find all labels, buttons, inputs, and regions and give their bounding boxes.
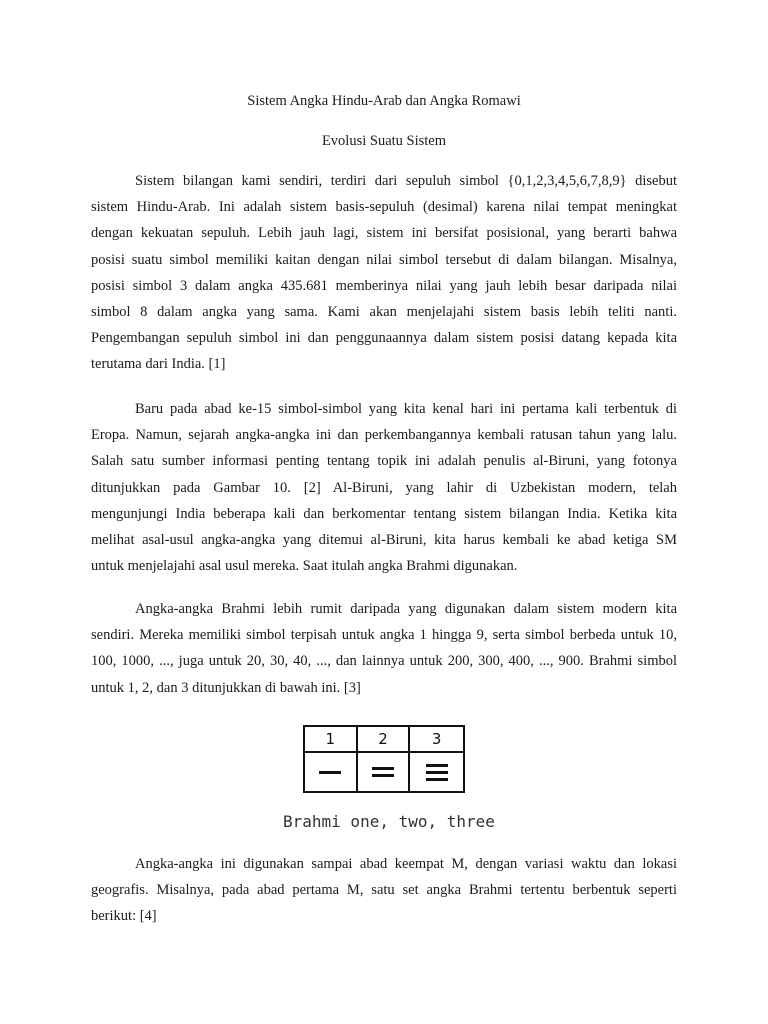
- paragraph-line: mengunjungi India beberapa kali dan berkomentar tentang sistem bilangan India. Ketika kita: [91, 505, 677, 522]
- brahmi-three-symbol: [426, 764, 448, 781]
- brahmi-three-cell: [410, 753, 463, 791]
- paragraph-line: Pengembangan sepuluh simbol ini dan penggunaannya dalam sistem posisi datang kepada kita: [91, 330, 677, 347]
- brahmi-stroke: [319, 771, 341, 774]
- brahmi-stroke: [372, 774, 394, 777]
- brahmi-stroke: [426, 771, 448, 774]
- paragraph-line: untuk menjelajahi asal usul mereka. Saat itulah angka Brahmi digunakan.: [91, 558, 518, 575]
- paragraph-line: Salah satu sumber informasi penting tentang topik ini adalah penulis al-Biruni, yang fotonya: [91, 453, 677, 470]
- table-header-cell: 2: [358, 727, 411, 753]
- paragraph-4: [91, 851, 677, 930]
- brahmi-stroke: [372, 767, 394, 770]
- paragraph-line: geografis. Misalnya, pada abad pertama M, satu set angka Brahmi tertentu berbentuk seperti: [91, 882, 677, 899]
- paragraph-line: terutama dari India. [1]: [91, 356, 226, 373]
- paragraph-line: sendiri. Mereka memiliki simbol terpisah untuk angka 1 hingga 9, serta simbol berbeda untuk 10,: [91, 627, 677, 644]
- paragraph-line: ditunjukkan pada Gambar 10. [2] Al-Biruni, yang lahir di Uzbekistan modern, telah: [91, 479, 677, 496]
- brahmi-stroke: [426, 764, 448, 767]
- paragraph-line: berikut: [4]: [91, 908, 157, 925]
- paragraph-line: melihat asal-usul angka-angka yang ditemui al-Biruni, kita harus kembali ke abad ketiga SM: [91, 531, 677, 548]
- brahmi-one-cell: [305, 753, 358, 791]
- paragraph-line: simbol 8 dalam angka yang sama. Kami akan menjelajahi sistem basis lebih teliti nanti.: [91, 303, 677, 320]
- brahmi-stroke: [426, 778, 448, 781]
- figure-caption: Brahmi one, two, three: [283, 812, 495, 831]
- paragraph-line: Baru pada abad ke-15 simbol-simbol yang kita kenal hari ini pertama kali terbentuk di: [135, 401, 677, 417]
- paragraph-2: [91, 396, 677, 579]
- table-header-cell: 1: [305, 727, 358, 753]
- paragraph-3: [91, 596, 677, 701]
- paragraph-line: Sistem bilangan kami sendiri, terdiri dari sepuluh simbol {0,1,2,3,4,5,6,7,8,9} disebut: [135, 173, 677, 189]
- paragraph-line: posisi suatu simbol memiliki kaitan dengan nilai simbol tersebut di dalam bilangan. Misalnya,: [91, 251, 677, 268]
- brahmi-numerals-table: [303, 725, 465, 793]
- brahmi-two-symbol: [372, 767, 394, 777]
- document-subtitle: Evolusi Suatu Sistem: [321, 133, 447, 149]
- paragraph-line: dengan kekuatan sepuluh. Lebih jauh lagi, sistem ini bersifat posisional, yang berarti bahwa: [91, 225, 677, 242]
- document-title: Sistem Angka Hindu-Arab dan Angka Romawi: [247, 93, 521, 109]
- paragraph-1: [91, 168, 677, 378]
- brahmi-two-cell: [358, 753, 411, 791]
- brahmi-one-symbol: [319, 771, 341, 774]
- paragraph-line: Angka-angka Brahmi lebih rumit daripada yang digunakan dalam sistem modern kita: [135, 601, 677, 617]
- paragraph-line: 100, 1000, ..., juga untuk 20, 30, 40, ..., dan lainnya untuk 200, 300, 400, ..., 900. Brahmi simbol: [91, 653, 677, 670]
- paragraph-line: posisi simbol 3 dalam angka 435.681 memberinya nilai yang jauh lebih besar daripada nilai: [91, 277, 677, 294]
- paragraph-line: sistem Hindu-Arab. Ini adalah sistem basis-sepuluh (desimal) karena nilai tempat meningkat: [91, 199, 677, 216]
- paragraph-line: Angka-angka ini digunakan sampai abad keempat M, dengan variasi waktu dan lokasi: [135, 856, 677, 872]
- paragraph-line: untuk 1, 2, dan 3 ditunjukkan di bawah ini. [3]: [91, 679, 361, 696]
- table-header-cell: 3: [410, 727, 463, 753]
- paragraph-line: Eropa. Namun, sejarah angka-angka ini dan perkembangannya kembali ratusan tahun yang lalu.: [91, 427, 677, 444]
